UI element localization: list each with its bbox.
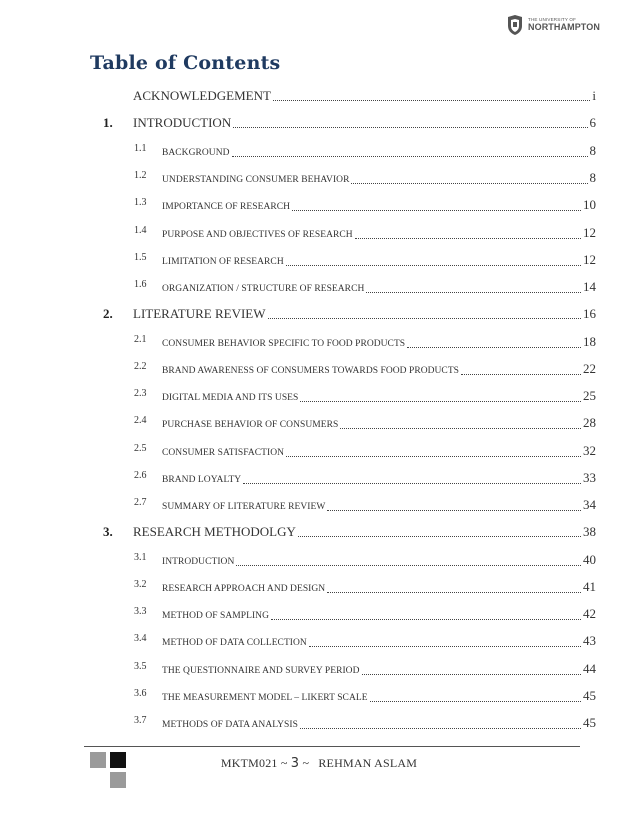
toc-entry[interactable] (134, 470, 596, 486)
footer-separator-right: ~ (302, 756, 310, 770)
toc-entry[interactable] (134, 715, 596, 731)
toc-dot-leader (327, 592, 581, 593)
toc-entry-page: 45 (583, 688, 596, 703)
toc-entry[interactable] (134, 143, 596, 159)
toc-entry-label: PURPOSE AND OBJECTIVES OF RESEARCH (162, 230, 353, 240)
toc-dot-leader (327, 510, 581, 511)
toc-dot-leader (268, 318, 581, 319)
university-crest-icon (506, 14, 524, 36)
toc-entry-number: 1. (103, 115, 113, 130)
toc-entry[interactable] (134, 361, 596, 377)
footer-text (0, 756, 638, 771)
toc-dot-leader (351, 183, 587, 184)
toc-entry[interactable] (103, 524, 596, 540)
university-logo (506, 12, 600, 38)
toc-dot-leader (286, 265, 581, 266)
toc-entry-number: 3.1 (134, 552, 147, 563)
toc-entry-page: 16 (583, 306, 596, 321)
toc-entry-label: BRAND AWARENESS OF CONSUMERS TOWARDS FOOD PRODUCTS (162, 366, 460, 376)
toc-entry-page: i (592, 88, 596, 103)
toc-entry-label: THE MEASUREMENT MODEL – LIKERT SCALE (162, 693, 368, 703)
toc-dot-leader (232, 156, 588, 157)
toc-entry-page: 45 (583, 715, 596, 730)
footer-author: REHMAN ASLAM (318, 756, 418, 770)
toc-entry[interactable] (134, 688, 596, 704)
toc-entry-label: PURCHASE BEHAVIOR OF CONSUMERS (162, 420, 339, 430)
toc-entry[interactable] (103, 115, 596, 131)
toc-entry-label: METHOD OF DATA COLLECTION (162, 638, 307, 648)
toc-entry-page: 41 (583, 579, 596, 594)
toc-entry[interactable] (134, 170, 596, 186)
toc-entry-page: 33 (583, 470, 596, 485)
toc-dot-leader (271, 619, 581, 620)
toc-entry-page: 25 (583, 388, 596, 403)
toc-entry-page: 8 (589, 143, 596, 158)
toc-dot-leader (236, 565, 581, 566)
toc-entry[interactable] (134, 279, 596, 295)
toc-entry-number: 3.3 (134, 606, 147, 617)
toc-entry-page: 6 (589, 115, 596, 130)
toc-entry-label: SUMMARY OF LITERATURE REVIEW (162, 502, 326, 512)
page-title: Table of Contents (90, 52, 281, 74)
toc-dot-leader (340, 428, 581, 429)
toc-entry-number: 1.3 (134, 197, 147, 208)
toc-dot-leader (292, 210, 581, 211)
toc-entry-page: 38 (583, 524, 596, 539)
toc-entry[interactable] (134, 197, 596, 213)
toc-entry[interactable] (134, 497, 596, 513)
toc-entry[interactable] (103, 306, 596, 322)
toc-dot-leader (407, 347, 581, 348)
toc-entry[interactable] (134, 579, 596, 595)
toc-entry-page: 18 (583, 334, 596, 349)
toc-entry-number: 2.6 (134, 470, 147, 481)
footer-square-bottom (110, 772, 126, 788)
toc-entry-label: IMPORTANCE OF RESEARCH (162, 202, 291, 212)
toc-entry-label: LITERATURE REVIEW (133, 306, 266, 321)
toc-dot-leader (362, 674, 582, 675)
toc-entry-number: 1.1 (134, 143, 147, 154)
logo-big-text: NORTHAMPTON (528, 22, 600, 33)
toc-entry-label: BACKGROUND (162, 148, 230, 158)
toc-entry-page: 12 (583, 225, 596, 240)
toc-entry-page: 14 (583, 279, 596, 294)
toc-entry[interactable] (134, 606, 596, 622)
toc-entry-number: 1.6 (134, 279, 147, 290)
toc-dot-leader (370, 701, 581, 702)
toc-entry-page: 32 (583, 443, 596, 458)
toc-entry-label: RESEARCH METHODOLGY (133, 524, 296, 539)
toc-entry-page: 42 (583, 606, 596, 621)
toc-dot-leader (461, 374, 581, 375)
toc-entry-number: 2. (103, 306, 113, 321)
toc-entry-number: 1.5 (134, 252, 147, 263)
toc-entry[interactable] (134, 415, 596, 431)
toc-dot-leader (243, 483, 581, 484)
toc-dot-leader (366, 292, 581, 293)
toc-entry-number: 3.5 (134, 661, 147, 672)
toc-entry-label: DIGITAL MEDIA AND ITS USES (162, 393, 299, 403)
toc-entry-number: 2.7 (134, 497, 147, 508)
toc-entry[interactable] (134, 225, 596, 241)
toc-entry-label: CONSUMER SATISFACTION (162, 448, 285, 458)
toc-entry-label: THE QUESTIONNAIRE AND SURVEY PERIOD (162, 666, 360, 676)
toc-entry-label: LIMITATION OF RESEARCH (162, 257, 284, 267)
toc-entry-label: INTRODUCTION (133, 115, 232, 130)
toc-entry[interactable] (134, 552, 596, 568)
toc-entry-page: 28 (583, 415, 596, 430)
toc-entry-label: ACKNOWLEDGEMENT (133, 88, 271, 103)
toc-entry-number: 2.2 (134, 361, 147, 372)
toc-entry-number: 3. (103, 524, 113, 539)
toc-entry-number: 3.2 (134, 579, 147, 590)
toc-entry-page: 43 (583, 633, 596, 648)
toc-entry-page: 22 (583, 361, 596, 376)
toc-entry-page: 44 (583, 661, 596, 676)
toc-entry-label: UNDERSTANDING CONSUMER BEHAVIOR (162, 175, 350, 185)
toc-dot-leader (300, 728, 581, 729)
toc-entry[interactable] (134, 443, 596, 459)
toc-entry-label: INTRODUCTION (162, 557, 235, 567)
toc-dot-leader (298, 536, 581, 537)
toc-entry-number: 1.2 (134, 170, 147, 181)
toc-dot-leader (300, 401, 581, 402)
logo-small-text: THE UNIVERSITY OF (528, 16, 577, 22)
toc-entry-number: 2.1 (134, 334, 147, 345)
footer-course: MKTM021 (220, 756, 278, 770)
toc-dot-leader (286, 456, 581, 457)
toc-entry-page: 12 (583, 252, 596, 267)
toc-dot-leader (233, 127, 587, 128)
toc-entry-label: METHOD OF SAMPLING (162, 611, 269, 621)
toc-dot-leader (309, 646, 581, 647)
toc-entry-label: RESEARCH APPROACH AND DESIGN (162, 584, 326, 594)
footer-page-number: 3 (290, 756, 300, 771)
footer-separator-left: ~ (280, 756, 288, 770)
toc-entry-number: 2.4 (134, 415, 147, 426)
toc-entry-number: 1.4 (134, 225, 147, 236)
toc-entry-label: ORGANIZATION / STRUCTURE OF RESEARCH (162, 284, 365, 294)
toc-entry-number: 3.4 (134, 633, 147, 644)
toc-entry-number: 3.7 (134, 715, 147, 726)
toc-entry-label: CONSUMER BEHAVIOR SPECIFIC TO FOOD PRODUCTS (162, 339, 406, 349)
toc-entry-page: 8 (589, 170, 596, 185)
toc-entry-number: 2.3 (134, 388, 147, 399)
toc-entry-label: METHODS OF DATA ANALYSIS (162, 720, 298, 730)
footer-divider (84, 746, 580, 747)
toc-entry-number: 2.5 (134, 443, 147, 454)
toc-entry-page: 10 (583, 197, 596, 212)
toc-entry-page: 34 (583, 497, 596, 512)
toc-entry-label: BRAND LOYALTY (162, 475, 242, 485)
toc-entry[interactable] (134, 633, 596, 649)
toc-entry[interactable] (134, 334, 596, 350)
toc-entry[interactable] (134, 252, 596, 268)
toc-entry-number: 3.6 (134, 688, 147, 699)
toc-entry-page: 40 (583, 552, 596, 567)
toc-dot-leader (355, 238, 581, 239)
toc-dot-leader (273, 100, 590, 101)
toc-entry[interactable] (133, 88, 596, 104)
toc-entry[interactable] (134, 661, 596, 677)
toc-entry[interactable] (134, 388, 596, 404)
